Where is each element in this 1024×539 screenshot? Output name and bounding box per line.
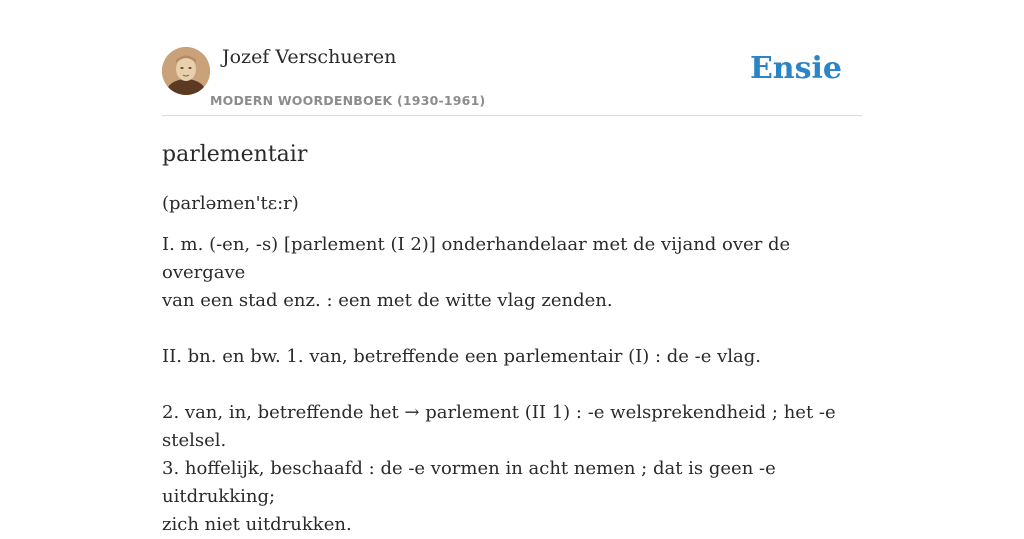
portrait-icon: [162, 47, 210, 95]
author-name[interactable]: Jozef Verschueren: [222, 46, 397, 68]
definition-line: I. m. (-en, -s) [parlement (I 2)] onderhandelaar met de vijand over de overgave: [162, 234, 791, 283]
definition-line: zich niet uitdrukken.: [162, 514, 352, 535]
source-label[interactable]: MODERN WOORDENBOEK (1930-1961): [210, 93, 486, 108]
entry-pronunciation: (parləmen'tɛ:r): [162, 193, 299, 214]
site-logo[interactable]: Ensie: [749, 51, 842, 86]
definition-line: II. bn. en bw. 1. van, betreffende een parlementair (I) : de -e vlag.: [162, 346, 762, 367]
entry-definitions: [162, 231, 862, 539]
definition-line: 2. van, in, betreffende het → parlement (II 1) : -e welsprekendheid ; het -e stelsel.: [162, 402, 836, 451]
entry-card: [162, 40, 862, 539]
definition-paragraph: [162, 231, 862, 315]
definition-paragraph: [162, 399, 862, 539]
entry-header: [162, 40, 862, 116]
author-avatar[interactable]: [162, 47, 210, 95]
definition-line: van een stad enz. : een met de witte vlag zenden.: [162, 290, 613, 311]
definition-line: 3. hoffelijk, beschaafd : de -e vormen in acht nemen ; dat is geen -e uitdrukking;: [162, 458, 776, 507]
definition-paragraph: [162, 343, 862, 371]
entry-term: parlementair: [162, 142, 308, 167]
